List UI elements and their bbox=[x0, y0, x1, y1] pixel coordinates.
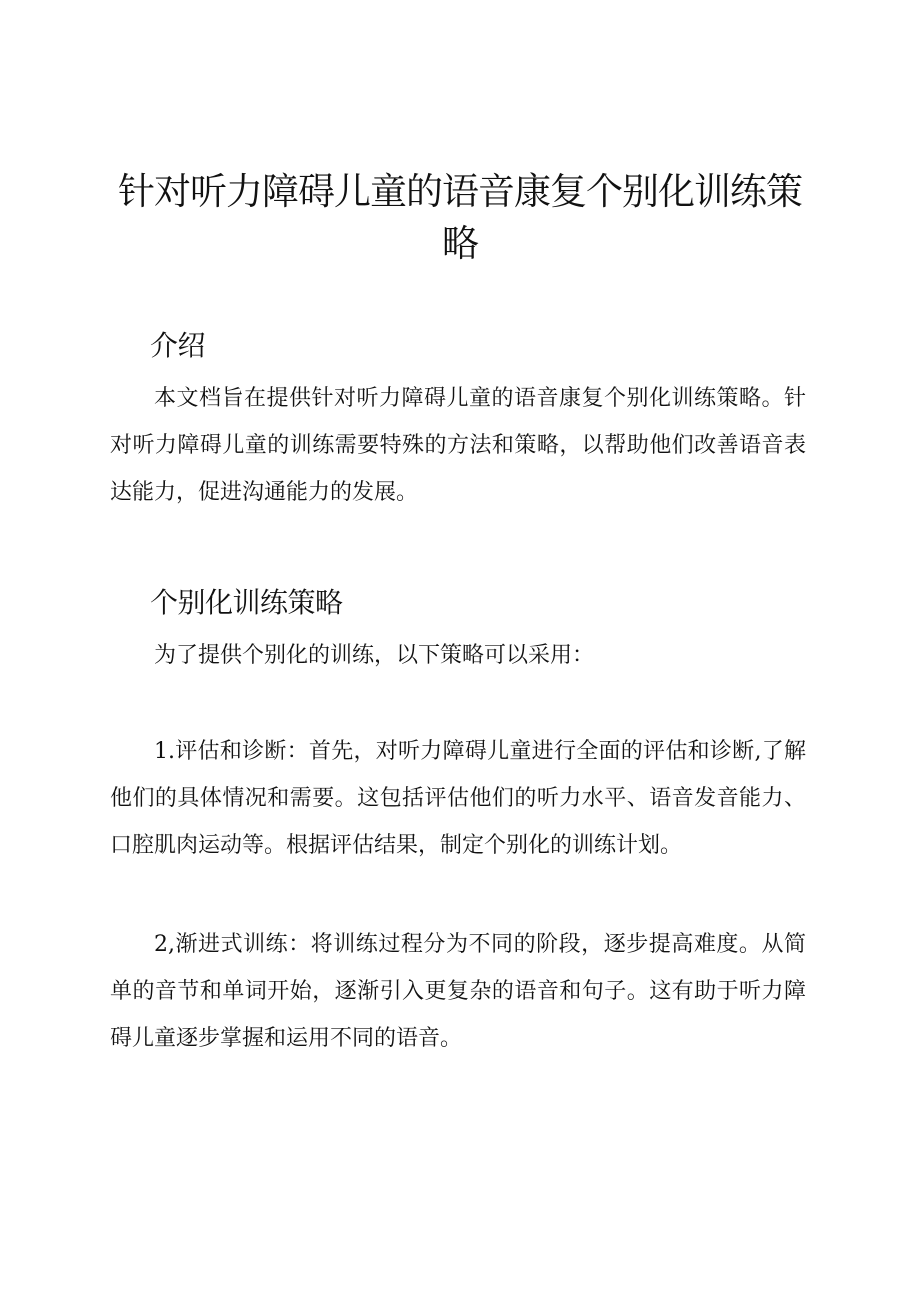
strategies-lead-paragraph: 为了提供个别化的训练，以下策略可以采用： bbox=[154, 643, 595, 668]
section-heading-strategies: 个别化训练策略 bbox=[150, 586, 343, 619]
introduction-paragraph: 本文档旨在提供针对听力障碍儿童的语音康复个别化训练策略。针对听力障碍儿童的训练需要特殊的方法和策略，以帮助他们改善语音表达能力，促进沟通能力的发展。 bbox=[110, 386, 806, 505]
strategy-item-progressive-training: 2,渐进式训练：将训练过程分为不同的阶段，逐步提高难度。从简单的音节和单词开始，逐渐引入更复杂的语音和句子。这有助于听力障碍儿童逐步掌握和运用不同的语音。 bbox=[110, 932, 806, 1051]
strategy-item-assessment: 1.评估和诊断：首先，对听力障碍儿童进行全面的评估和诊断,了解他们的具体情况和需要。这包括评估他们的听力水平、语音发音能力、口腔肌肉运动等。根据评估结果，制定个别化的训练计划。 bbox=[110, 739, 806, 858]
document-title: 针对听力障碍儿童的语音康复个别化训练策略 bbox=[118, 170, 802, 265]
section-heading-introduction: 介绍 bbox=[150, 329, 206, 362]
